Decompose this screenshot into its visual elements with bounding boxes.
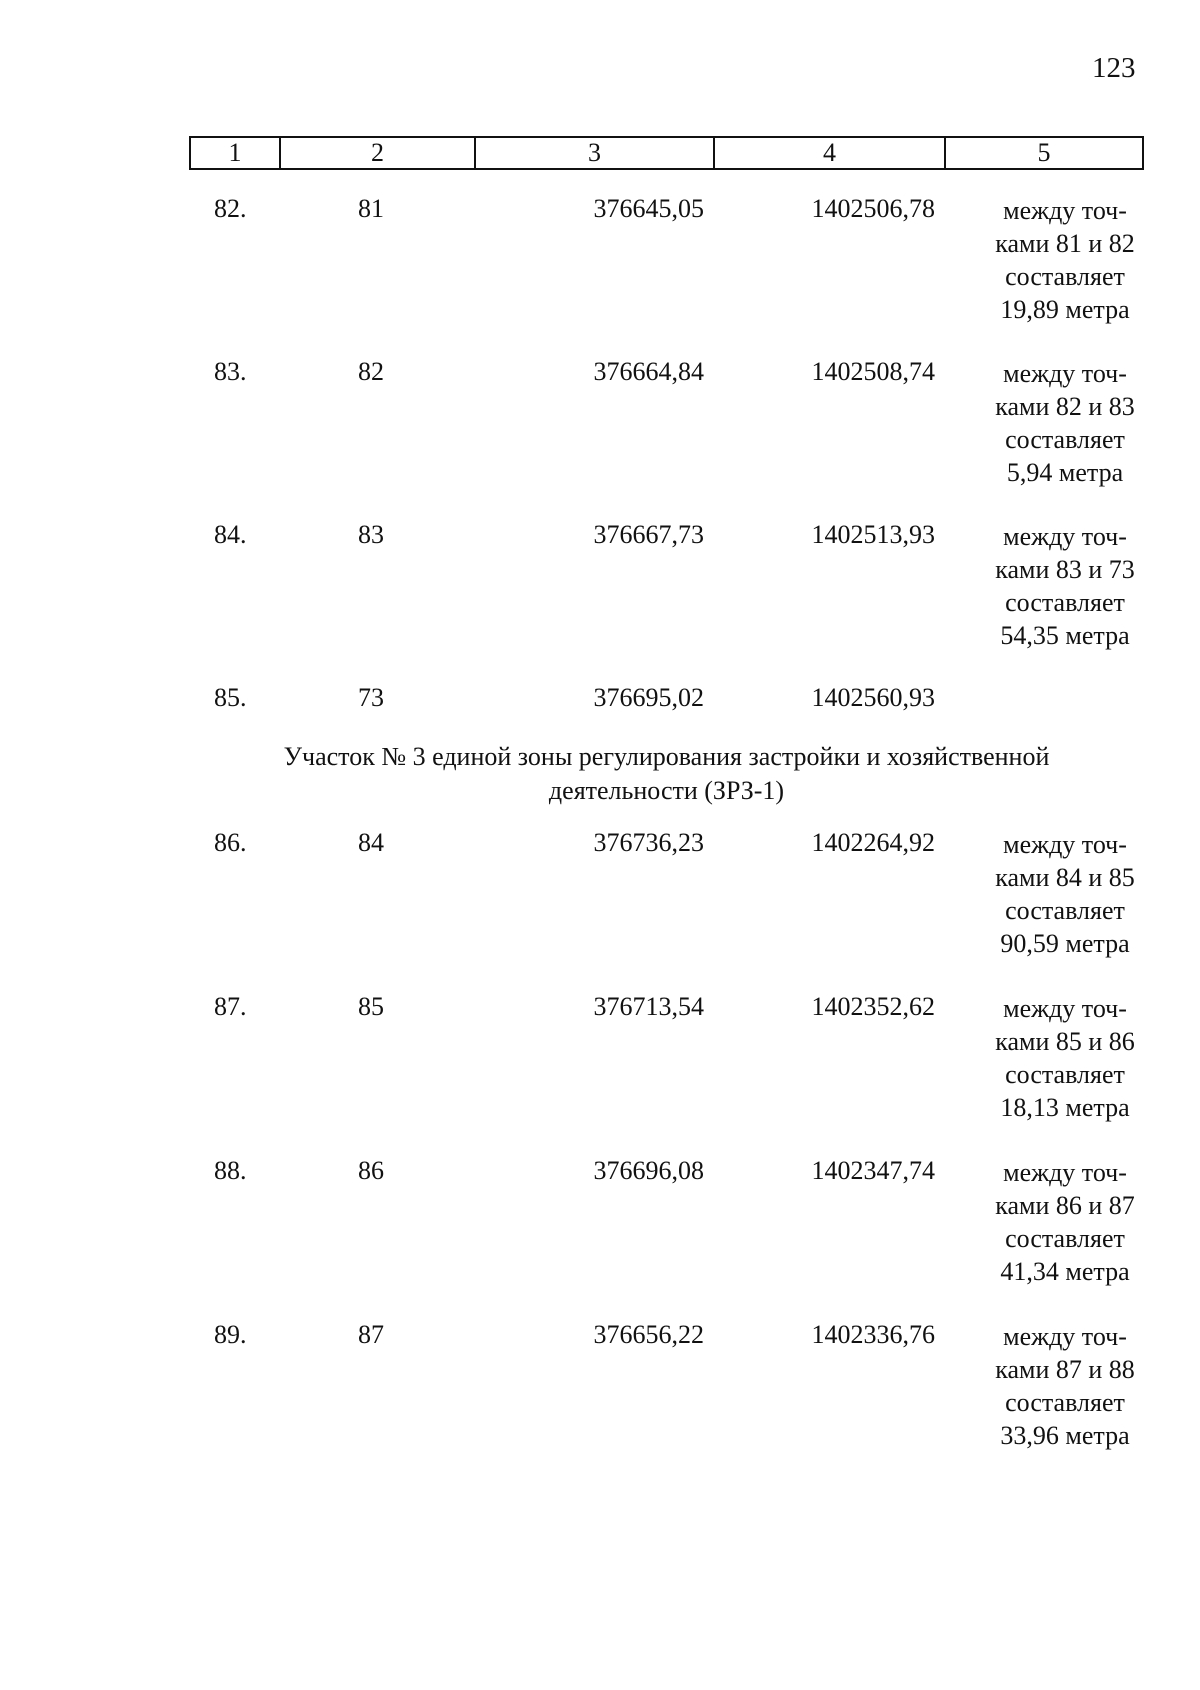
distance-note-line: составляет xyxy=(1005,896,1125,925)
distance-note xyxy=(955,992,1175,1124)
row-number: 83. xyxy=(214,357,247,386)
column-header-3: 3 xyxy=(476,138,715,168)
table-header xyxy=(189,136,1144,170)
distance-note-line: ками 84 и 85 xyxy=(995,863,1135,892)
page-number: 123 xyxy=(1092,52,1136,84)
coordinate-y: 1402508,74 xyxy=(811,357,935,386)
distance-note-line: 90,59 метра xyxy=(1000,929,1130,958)
distance-note-line: ками 83 и 73 xyxy=(995,555,1135,584)
distance-note-line: 54,35 метра xyxy=(1000,621,1130,650)
distance-note-line: между точ- xyxy=(1003,196,1127,225)
coordinate-y: 1402560,93 xyxy=(811,683,935,712)
coordinate-x: 376736,23 xyxy=(593,828,704,857)
coordinate-y: 1402352,62 xyxy=(811,992,935,1021)
distance-note-line: между точ- xyxy=(1003,522,1127,551)
point-number: 82 xyxy=(358,357,384,386)
coordinate-x: 376664,84 xyxy=(593,357,704,386)
row-number: 88. xyxy=(214,1156,247,1185)
coordinate-y: 1402513,93 xyxy=(811,520,935,549)
distance-note-line: 5,94 метра xyxy=(1006,458,1124,487)
distance-note-line: между точ- xyxy=(1003,1158,1127,1187)
distance-note-line: ками 81 и 82 xyxy=(995,229,1135,258)
section-title xyxy=(189,740,1144,808)
distance-note xyxy=(955,1320,1175,1452)
row-number: 86. xyxy=(214,828,247,857)
coordinate-y: 1402264,92 xyxy=(811,828,935,857)
distance-note xyxy=(955,194,1175,326)
distance-note-line: между точ- xyxy=(1003,830,1127,859)
distance-note-line: между точ- xyxy=(1003,994,1127,1023)
coordinate-x: 376695,02 xyxy=(593,683,704,712)
row-number: 87. xyxy=(214,992,247,1021)
point-number: 73 xyxy=(358,683,384,712)
distance-note xyxy=(955,357,1175,489)
distance-note-line: ками 85 и 86 xyxy=(995,1027,1135,1056)
point-number: 85 xyxy=(358,992,384,1021)
point-number: 81 xyxy=(358,194,384,223)
distance-note-line: составляет xyxy=(1005,588,1125,617)
coordinate-x: 376713,54 xyxy=(593,992,704,1021)
point-number: 83 xyxy=(358,520,384,549)
distance-note xyxy=(955,1156,1175,1288)
coordinate-x: 376667,73 xyxy=(593,520,704,549)
point-number: 84 xyxy=(358,828,384,857)
section-title-line-2: деятельности (ЗРЗ-1) xyxy=(548,776,785,805)
row-number: 84. xyxy=(214,520,247,549)
coordinate-x: 376645,05 xyxy=(593,194,704,223)
row-number: 85. xyxy=(214,683,247,712)
distance-note-line: составляет xyxy=(1005,425,1125,454)
distance-note-line: 33,96 метра xyxy=(1000,1421,1130,1450)
distance-note-line: ками 82 и 83 xyxy=(995,392,1135,421)
distance-note-line: составляет xyxy=(1005,262,1125,291)
distance-note-line: между точ- xyxy=(1003,1322,1127,1351)
coordinate-x: 376696,08 xyxy=(593,1156,704,1185)
coordinate-x: 376656,22 xyxy=(593,1320,704,1349)
distance-note-line: составляет xyxy=(1005,1060,1125,1089)
distance-note xyxy=(955,828,1175,960)
point-number: 86 xyxy=(358,1156,384,1185)
coordinate-y: 1402347,74 xyxy=(811,1156,935,1185)
column-header-5: 5 xyxy=(1037,138,1051,167)
column-header-4: 4 xyxy=(715,138,946,168)
column-header-2: 2 xyxy=(281,138,476,168)
distance-note-line: 19,89 метра xyxy=(1000,295,1130,324)
distance-note-line: составляет xyxy=(1005,1388,1125,1417)
distance-note-line: ками 86 и 87 xyxy=(995,1191,1135,1220)
coordinate-y: 1402336,76 xyxy=(811,1320,935,1349)
row-number: 82. xyxy=(214,194,247,223)
distance-note-line: между точ- xyxy=(1003,359,1127,388)
coordinate-y: 1402506,78 xyxy=(811,194,935,223)
point-number: 87 xyxy=(358,1320,384,1349)
section-title-line-1: Участок № 3 единой зоны регулирования застройки и хозяйственной xyxy=(283,742,1050,771)
column-header-1: 1 xyxy=(191,138,281,168)
distance-note-line: составляет xyxy=(1005,1224,1125,1253)
row-number: 89. xyxy=(214,1320,247,1349)
distance-note xyxy=(955,520,1175,652)
distance-note-line: ками 87 и 88 xyxy=(995,1355,1135,1384)
distance-note-line: 41,34 метра xyxy=(1000,1257,1130,1286)
distance-note-line: 18,13 метра xyxy=(1000,1093,1130,1122)
